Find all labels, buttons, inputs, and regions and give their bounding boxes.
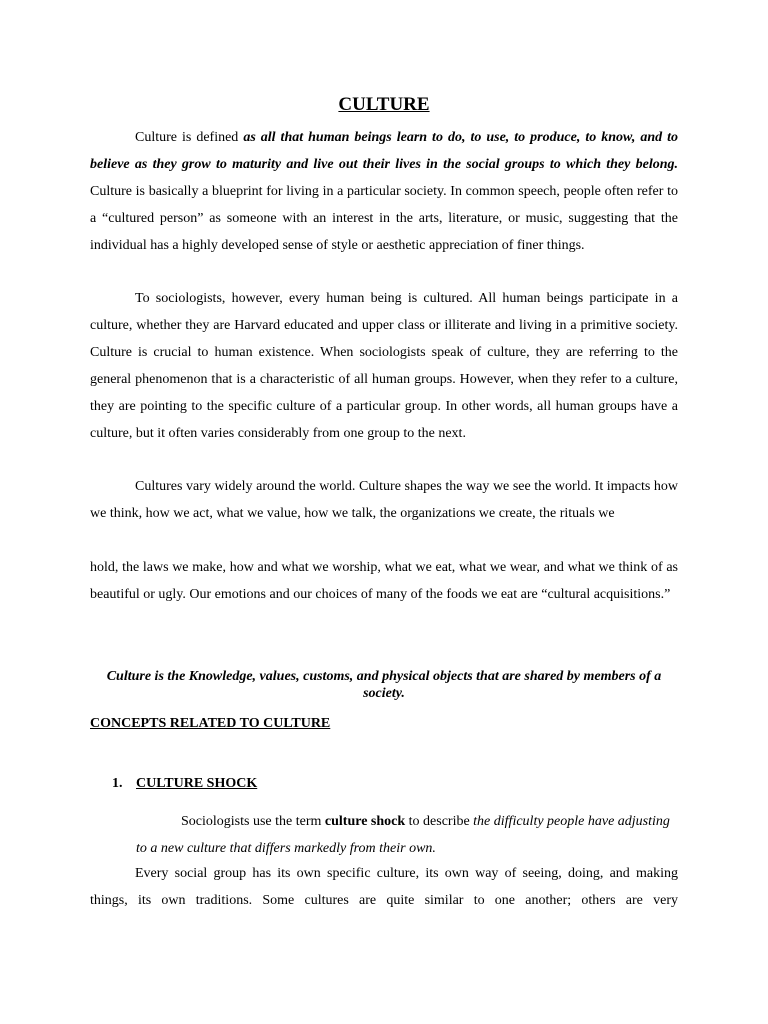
paragraph-cultures-vary-part1: Cultures vary widely around the world. Culture shapes the way we see the world. It impacts how we think, how we act, what we value, how we talk, the organizations we create, the rituals we <box>90 479 678 521</box>
subsection-heading <box>112 776 257 792</box>
shock-term: culture shock <box>324 814 406 829</box>
paragraph-sociologists: To sociologists, however, every human being is cultured. All human beings participate in a culture, whether they are Harvard educated and upper class or illiterate and living in a primitive society. Culture is crucial to human existence. When sociologists speak of culture, they are referring to the general phenomenon that is a characteristic of all human groups. However, when they refer to a culture, they are pointing to the specific culture of a particular group. In other words, all human groups have a culture, but it often varies considerably from one group to the next. <box>90 291 678 441</box>
definition-emphasis: as all that human beings learn to do, to use, to produce, to know, and to believe as they grow to maturity and live out their lives in the social groups to which they belong. <box>90 130 679 172</box>
paragraph-definition <box>90 124 678 259</box>
shock-lead: Sociologists use the term <box>181 814 325 829</box>
paragraph-lead: Culture is defined <box>135 130 244 145</box>
shock-middle: to describe <box>405 814 474 829</box>
subsection-number: 1. <box>112 776 123 791</box>
subsection-label: CULTURE SHOCK <box>136 776 258 791</box>
paragraph-rest: Culture is basically a blueprint for living in a particular society. In common speech, people often refer to a “cultured person” as someone with an interest in the arts, literature, or music, suggesting that the individual has a highly developed sense of style or aesthetic appreciation of finer things. <box>90 184 678 253</box>
paragraph-social-groups <box>90 860 678 914</box>
page-title: CULTURE <box>338 94 430 115</box>
section-heading: CONCEPTS RELATED TO CULTURE <box>90 716 331 731</box>
culture-definition-quote: Culture is the Knowledge, values, customs, and physical objects that are shared by members of a society. <box>106 669 662 701</box>
social-groups-line-1: Every social group has its own specific culture, its own way of seeing, doing, and making <box>135 866 678 881</box>
shock-definition: the difficulty people have adjusting to a new culture that differs markedly from their own. <box>136 814 670 856</box>
social-groups-line-2: things, its own traditions. Some cultures are quite similar to one another; others are very <box>90 893 678 908</box>
paragraph-culture-shock <box>136 808 678 862</box>
paragraph-cultures-vary-part2: hold, the laws we make, how and what we worship, what we eat, what we wear, and what we think of as beautiful or ugly. Our emotions and our choices of many of the foods we eat are “cultural acquisitions.” <box>90 560 678 602</box>
